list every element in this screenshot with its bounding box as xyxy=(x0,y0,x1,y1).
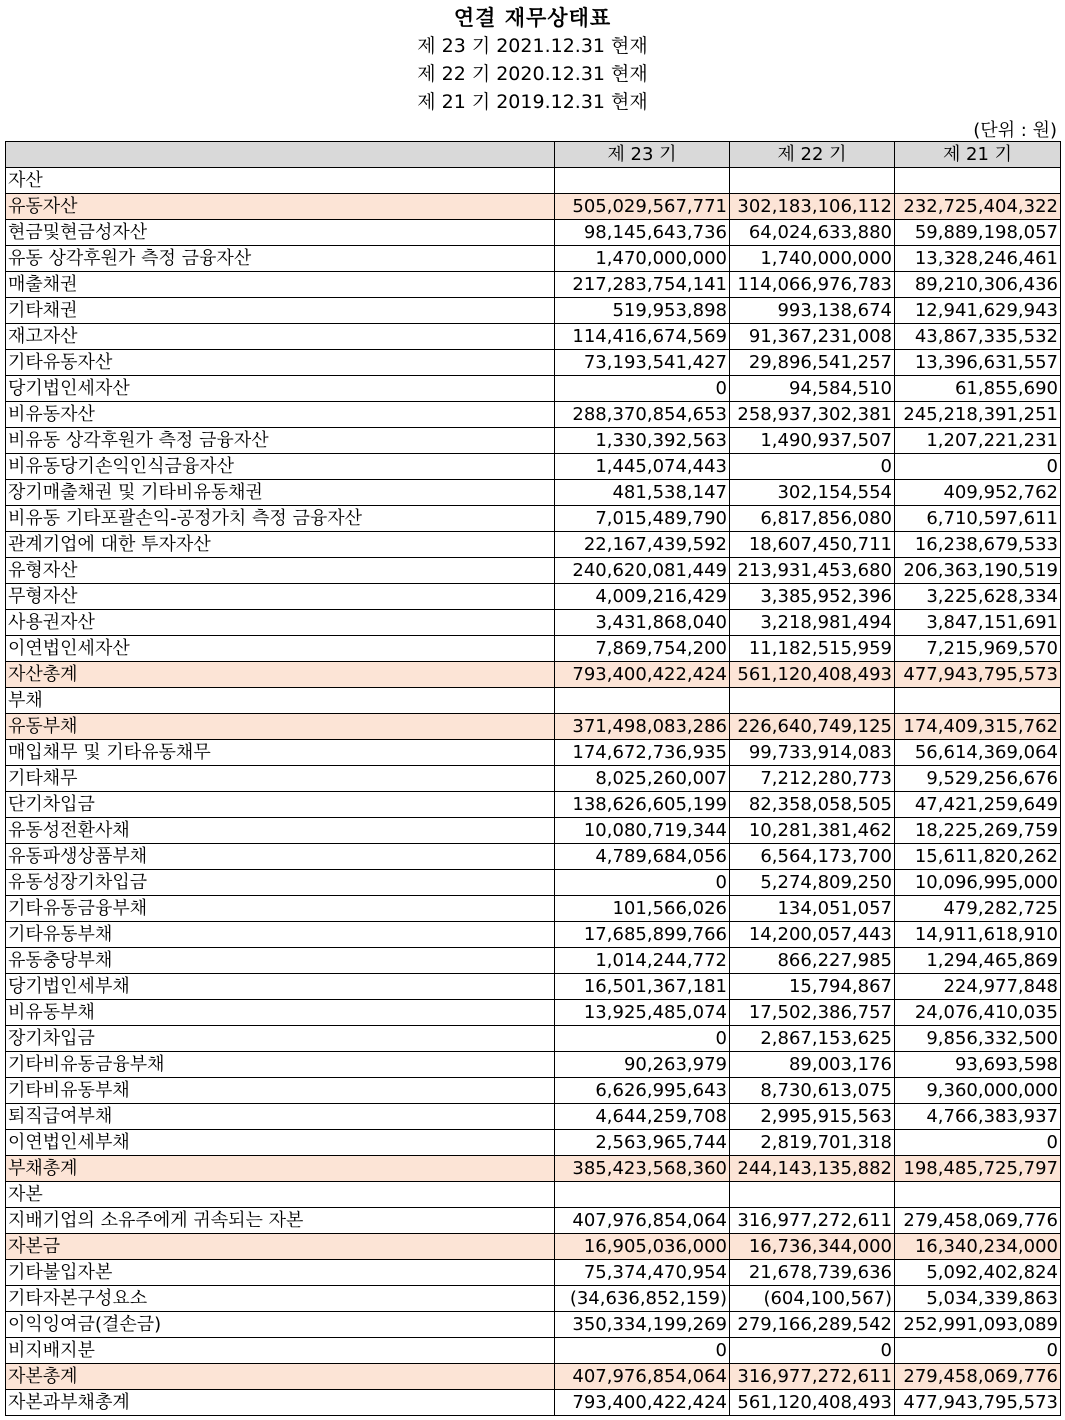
row-label: 유동성장기차입금 xyxy=(6,870,555,896)
value-cell: 1,294,465,869 xyxy=(895,948,1061,974)
table-row xyxy=(6,1026,1061,1052)
value-cell: 59,889,198,057 xyxy=(895,220,1061,246)
row-label: 퇴직급여부채 xyxy=(6,1104,555,1130)
value-cell: 138,626,605,199 xyxy=(555,792,730,818)
row-label: 기타유동금융부채 xyxy=(6,896,555,922)
value-cell: 6,817,856,080 xyxy=(730,506,895,532)
table-row xyxy=(6,818,1061,844)
value-cell: 0 xyxy=(555,870,730,896)
value-cell: 279,458,069,776 xyxy=(895,1364,1061,1390)
value-cell: 16,238,679,533 xyxy=(895,532,1061,558)
row-label: 기타유동부채 xyxy=(6,922,555,948)
value-cell xyxy=(895,1182,1061,1208)
value-cell: 561,120,408,493 xyxy=(730,662,895,688)
row-label: 자본총계 xyxy=(6,1364,555,1390)
value-cell: 64,024,633,880 xyxy=(730,220,895,246)
value-cell: 22,167,439,592 xyxy=(555,532,730,558)
value-cell: 0 xyxy=(555,1338,730,1364)
value-cell: 56,614,369,064 xyxy=(895,740,1061,766)
value-cell: 0 xyxy=(895,1130,1061,1156)
row-label: 비유동 기타포괄손익-공정가치 측정 금융자산 xyxy=(6,506,555,532)
value-cell: 8,730,613,075 xyxy=(730,1078,895,1104)
table-row xyxy=(6,1182,1061,1208)
table-row xyxy=(6,584,1061,610)
value-cell: 1,470,000,000 xyxy=(555,246,730,272)
value-cell: 89,003,176 xyxy=(730,1052,895,1078)
value-cell: 3,385,952,396 xyxy=(730,584,895,610)
value-cell: 24,076,410,035 xyxy=(895,1000,1061,1026)
value-cell: 7,215,969,570 xyxy=(895,636,1061,662)
value-cell: 252,991,093,089 xyxy=(895,1312,1061,1338)
value-cell: 793,400,422,424 xyxy=(555,1390,730,1416)
row-label: 장기차입금 xyxy=(6,1026,555,1052)
value-cell: 6,626,995,643 xyxy=(555,1078,730,1104)
value-cell: 2,819,701,318 xyxy=(730,1130,895,1156)
value-cell: 94,584,510 xyxy=(730,376,895,402)
value-cell: 93,693,598 xyxy=(895,1052,1061,1078)
table-row xyxy=(6,766,1061,792)
value-cell: 16,736,344,000 xyxy=(730,1234,895,1260)
table-row xyxy=(6,1130,1061,1156)
value-cell: 240,620,081,449 xyxy=(555,558,730,584)
value-cell: 302,154,554 xyxy=(730,480,895,506)
row-label: 매출채권 xyxy=(6,272,555,298)
value-cell: 13,925,485,074 xyxy=(555,1000,730,1026)
table-row xyxy=(6,298,1061,324)
table-row xyxy=(6,324,1061,350)
value-cell: 15,794,867 xyxy=(730,974,895,1000)
value-cell: 0 xyxy=(555,376,730,402)
value-cell: 561,120,408,493 xyxy=(730,1390,895,1416)
table-row xyxy=(6,714,1061,740)
value-cell: 481,538,147 xyxy=(555,480,730,506)
table-row xyxy=(6,1078,1061,1104)
row-label: 재고자산 xyxy=(6,324,555,350)
value-cell: 18,607,450,711 xyxy=(730,532,895,558)
value-cell xyxy=(895,688,1061,714)
value-cell: 174,409,315,762 xyxy=(895,714,1061,740)
value-cell: (34,636,852,159) xyxy=(555,1286,730,1312)
table-row xyxy=(6,870,1061,896)
row-label: 기타유동자산 xyxy=(6,350,555,376)
row-label: 유동자산 xyxy=(6,194,555,220)
table-row xyxy=(6,636,1061,662)
table-row xyxy=(6,272,1061,298)
period-line: 제 22 기 2020.12.31 현재 xyxy=(417,63,648,85)
value-cell: 75,374,470,954 xyxy=(555,1260,730,1286)
row-label: 기타비유동부채 xyxy=(6,1078,555,1104)
table-row xyxy=(6,402,1061,428)
header-cell xyxy=(6,142,555,168)
statement-title: 연결 재무상태표 xyxy=(453,6,612,30)
row-label: 기타채권 xyxy=(6,298,555,324)
value-cell xyxy=(555,1182,730,1208)
value-cell: 6,710,597,611 xyxy=(895,506,1061,532)
value-cell: 409,952,762 xyxy=(895,480,1061,506)
value-cell: 82,358,058,505 xyxy=(730,792,895,818)
value-cell: 16,340,234,000 xyxy=(895,1234,1061,1260)
row-label: 이연법인세부채 xyxy=(6,1130,555,1156)
row-label: 유동파생상품부채 xyxy=(6,844,555,870)
value-cell: 5,274,809,250 xyxy=(730,870,895,896)
table-row xyxy=(6,896,1061,922)
row-label: 비유동부채 xyxy=(6,1000,555,1026)
value-cell: 14,911,618,910 xyxy=(895,922,1061,948)
value-cell: 4,009,216,429 xyxy=(555,584,730,610)
value-cell: 9,856,332,500 xyxy=(895,1026,1061,1052)
value-cell: 350,334,199,269 xyxy=(555,1312,730,1338)
row-label: 자본과부채총계 xyxy=(6,1390,555,1416)
row-label: 기타비유동금융부채 xyxy=(6,1052,555,1078)
row-label: 비지배지분 xyxy=(6,1338,555,1364)
value-cell: 1,207,221,231 xyxy=(895,428,1061,454)
row-label: 비유동 상각후원가 측정 금융자산 xyxy=(6,428,555,454)
value-cell: 12,941,629,943 xyxy=(895,298,1061,324)
value-cell: 0 xyxy=(730,1338,895,1364)
row-label: 자본금 xyxy=(6,1234,555,1260)
table-row xyxy=(6,350,1061,376)
value-cell: 10,080,719,344 xyxy=(555,818,730,844)
value-cell: 16,501,367,181 xyxy=(555,974,730,1000)
row-label: 이연법인세자산 xyxy=(6,636,555,662)
table-row xyxy=(6,376,1061,402)
value-cell xyxy=(895,168,1061,194)
row-label: 기타불입자본 xyxy=(6,1260,555,1286)
table-row xyxy=(6,1208,1061,1234)
value-cell: 3,218,981,494 xyxy=(730,610,895,636)
value-cell: 11,182,515,959 xyxy=(730,636,895,662)
value-cell: 8,025,260,007 xyxy=(555,766,730,792)
value-cell xyxy=(555,168,730,194)
table-row xyxy=(6,454,1061,480)
period-line: 제 23 기 2021.12.31 현재 xyxy=(417,35,648,57)
value-cell xyxy=(730,168,895,194)
row-label: 유동충당부채 xyxy=(6,948,555,974)
value-cell: 10,281,381,462 xyxy=(730,818,895,844)
header-cell: 제 21 기 xyxy=(895,142,1061,168)
row-label: 부채 xyxy=(6,688,555,714)
table-row xyxy=(6,168,1061,194)
row-label: 비유동자산 xyxy=(6,402,555,428)
value-cell: 232,725,404,322 xyxy=(895,194,1061,220)
value-cell: 866,227,985 xyxy=(730,948,895,974)
value-cell: 9,360,000,000 xyxy=(895,1078,1061,1104)
table-row xyxy=(6,194,1061,220)
value-cell: 993,138,674 xyxy=(730,298,895,324)
value-cell: 0 xyxy=(895,1338,1061,1364)
table-row xyxy=(6,948,1061,974)
value-cell: 3,431,868,040 xyxy=(555,610,730,636)
value-cell: 244,143,135,882 xyxy=(730,1156,895,1182)
value-cell: 90,263,979 xyxy=(555,1052,730,1078)
value-cell: 217,283,754,141 xyxy=(555,272,730,298)
value-cell: 3,847,151,691 xyxy=(895,610,1061,636)
table-row xyxy=(6,220,1061,246)
value-cell: 174,672,736,935 xyxy=(555,740,730,766)
table-row xyxy=(6,792,1061,818)
row-label: 부채총계 xyxy=(6,1156,555,1182)
row-label: 비유동당기손익인식금융자산 xyxy=(6,454,555,480)
value-cell: 4,644,259,708 xyxy=(555,1104,730,1130)
value-cell: 2,867,153,625 xyxy=(730,1026,895,1052)
header-row xyxy=(6,142,1061,168)
value-cell: 505,029,567,771 xyxy=(555,194,730,220)
value-cell: 5,092,402,824 xyxy=(895,1260,1061,1286)
value-cell: 99,733,914,083 xyxy=(730,740,895,766)
value-cell xyxy=(730,1182,895,1208)
value-cell: 2,995,915,563 xyxy=(730,1104,895,1130)
value-cell: 519,953,898 xyxy=(555,298,730,324)
value-cell: 477,943,795,573 xyxy=(895,1390,1061,1416)
value-cell: 7,015,489,790 xyxy=(555,506,730,532)
table-row xyxy=(6,480,1061,506)
value-cell: 3,225,628,334 xyxy=(895,584,1061,610)
table-row xyxy=(6,532,1061,558)
unit-label: (단위 : 원) xyxy=(973,120,1057,141)
row-label: 유동부채 xyxy=(6,714,555,740)
value-cell: 407,976,854,064 xyxy=(555,1208,730,1234)
row-label: 유동 상각후원가 측정 금융자산 xyxy=(6,246,555,272)
value-cell: 302,183,106,112 xyxy=(730,194,895,220)
table-row xyxy=(6,922,1061,948)
value-cell: 288,370,854,653 xyxy=(555,402,730,428)
value-cell: 0 xyxy=(730,454,895,480)
table-row xyxy=(6,1156,1061,1182)
row-label: 자산총계 xyxy=(6,662,555,688)
value-cell: 10,096,995,000 xyxy=(895,870,1061,896)
balance-sheet-table xyxy=(5,141,1061,1416)
value-cell: 61,855,690 xyxy=(895,376,1061,402)
table-row xyxy=(6,1104,1061,1130)
value-cell: 101,566,026 xyxy=(555,896,730,922)
value-cell: 258,937,302,381 xyxy=(730,402,895,428)
table-row xyxy=(6,1390,1061,1416)
value-cell: 91,367,231,008 xyxy=(730,324,895,350)
value-cell: 17,502,386,757 xyxy=(730,1000,895,1026)
value-cell: 793,400,422,424 xyxy=(555,662,730,688)
value-cell: 226,640,749,125 xyxy=(730,714,895,740)
table-row xyxy=(6,1052,1061,1078)
value-cell: 206,363,190,519 xyxy=(895,558,1061,584)
table-row xyxy=(6,1364,1061,1390)
value-cell: 0 xyxy=(555,1026,730,1052)
table-row xyxy=(6,1234,1061,1260)
table-row xyxy=(6,844,1061,870)
table-row xyxy=(6,1312,1061,1338)
table-row xyxy=(6,610,1061,636)
value-cell: 6,564,173,700 xyxy=(730,844,895,870)
value-cell: 18,225,269,759 xyxy=(895,818,1061,844)
value-cell: 477,943,795,573 xyxy=(895,662,1061,688)
value-cell: 371,498,083,286 xyxy=(555,714,730,740)
header-cell: 제 23 기 xyxy=(555,142,730,168)
value-cell: 4,789,684,056 xyxy=(555,844,730,870)
table-row xyxy=(6,506,1061,532)
value-cell: 5,034,339,863 xyxy=(895,1286,1061,1312)
value-cell: 9,529,256,676 xyxy=(895,766,1061,792)
row-label: 이익잉여금(결손금) xyxy=(6,1312,555,1338)
value-cell: 43,867,335,532 xyxy=(895,324,1061,350)
row-label: 장기매출채권 및 기타비유동채권 xyxy=(6,480,555,506)
value-cell: 198,485,725,797 xyxy=(895,1156,1061,1182)
table-row xyxy=(6,1286,1061,1312)
row-label: 유형자산 xyxy=(6,558,555,584)
value-cell: 4,766,383,937 xyxy=(895,1104,1061,1130)
table-row xyxy=(6,974,1061,1000)
value-cell: 279,458,069,776 xyxy=(895,1208,1061,1234)
value-cell: (604,100,567) xyxy=(730,1286,895,1312)
table-row xyxy=(6,662,1061,688)
table-row xyxy=(6,428,1061,454)
table-row xyxy=(6,558,1061,584)
value-cell: 114,416,674,569 xyxy=(555,324,730,350)
value-cell: 29,896,541,257 xyxy=(730,350,895,376)
row-label: 기타채무 xyxy=(6,766,555,792)
row-label: 지배기업의 소유주에게 귀속되는 자본 xyxy=(6,1208,555,1234)
table-row xyxy=(6,1000,1061,1026)
table-row xyxy=(6,1260,1061,1286)
value-cell: 47,421,259,649 xyxy=(895,792,1061,818)
table-row xyxy=(6,246,1061,272)
value-cell: 89,210,306,436 xyxy=(895,272,1061,298)
value-cell: 1,014,244,772 xyxy=(555,948,730,974)
row-label: 무형자산 xyxy=(6,584,555,610)
value-cell: 1,330,392,563 xyxy=(555,428,730,454)
header-cell: 제 22 기 xyxy=(730,142,895,168)
row-label: 유동성전환사채 xyxy=(6,818,555,844)
row-label: 기타자본구성요소 xyxy=(6,1286,555,1312)
value-cell: 385,423,568,360 xyxy=(555,1156,730,1182)
value-cell: 1,445,074,443 xyxy=(555,454,730,480)
value-cell: 2,563,965,744 xyxy=(555,1130,730,1156)
value-cell: 21,678,739,636 xyxy=(730,1260,895,1286)
value-cell: 245,218,391,251 xyxy=(895,402,1061,428)
row-label: 관계기업에 대한 투자자산 xyxy=(6,532,555,558)
value-cell: 407,976,854,064 xyxy=(555,1364,730,1390)
value-cell: 1,490,937,507 xyxy=(730,428,895,454)
value-cell: 14,200,057,443 xyxy=(730,922,895,948)
value-cell: 1,740,000,000 xyxy=(730,246,895,272)
value-cell: 7,869,754,200 xyxy=(555,636,730,662)
value-cell: 73,193,541,427 xyxy=(555,350,730,376)
row-label: 매입채무 및 기타유동채무 xyxy=(6,740,555,766)
value-cell: 316,977,272,611 xyxy=(730,1208,895,1234)
value-cell: 479,282,725 xyxy=(895,896,1061,922)
value-cell xyxy=(730,688,895,714)
value-cell: 213,931,453,680 xyxy=(730,558,895,584)
row-label: 당기법인세부채 xyxy=(6,974,555,1000)
value-cell: 134,051,057 xyxy=(730,896,895,922)
value-cell: 224,977,848 xyxy=(895,974,1061,1000)
value-cell: 13,328,246,461 xyxy=(895,246,1061,272)
value-cell: 7,212,280,773 xyxy=(730,766,895,792)
row-label: 단기차입금 xyxy=(6,792,555,818)
value-cell: 98,145,643,736 xyxy=(555,220,730,246)
value-cell: 316,977,272,611 xyxy=(730,1364,895,1390)
row-label: 당기법인세자산 xyxy=(6,376,555,402)
row-label: 사용권자산 xyxy=(6,610,555,636)
value-cell: 279,166,289,542 xyxy=(730,1312,895,1338)
row-label: 자본 xyxy=(6,1182,555,1208)
table-body xyxy=(6,168,1061,1416)
value-cell xyxy=(555,688,730,714)
row-label: 현금및현금성자산 xyxy=(6,220,555,246)
table-row xyxy=(6,740,1061,766)
period-line: 제 21 기 2019.12.31 현재 xyxy=(417,91,648,113)
table-row xyxy=(6,1338,1061,1364)
value-cell: 17,685,899,766 xyxy=(555,922,730,948)
value-cell: 13,396,631,557 xyxy=(895,350,1061,376)
value-cell: 15,611,820,262 xyxy=(895,844,1061,870)
value-cell: 114,066,976,783 xyxy=(730,272,895,298)
table-row xyxy=(6,688,1061,714)
value-cell: 16,905,036,000 xyxy=(555,1234,730,1260)
row-label: 자산 xyxy=(6,168,555,194)
value-cell: 0 xyxy=(895,454,1061,480)
